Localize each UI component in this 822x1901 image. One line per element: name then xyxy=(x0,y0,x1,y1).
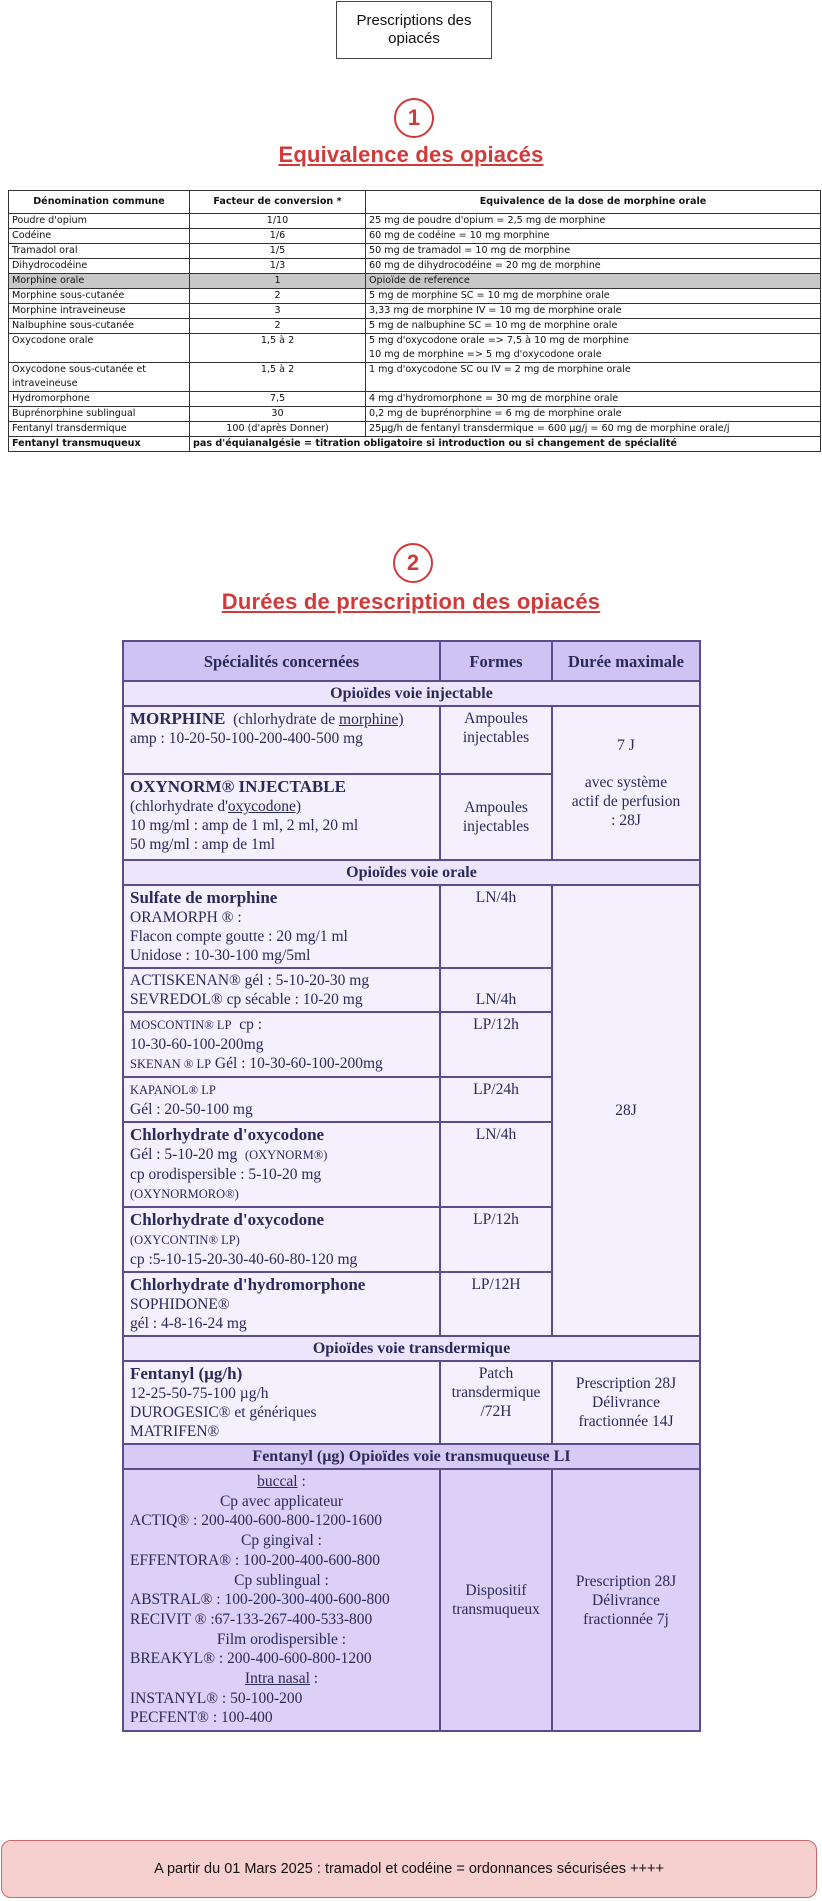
drug-name: MORPHINE xyxy=(130,709,226,728)
document-title-box xyxy=(336,1,492,59)
section-label: Opioïdes voie transdermique xyxy=(123,1336,700,1361)
document-title: Prescriptions des opiacés xyxy=(356,12,472,47)
table-row xyxy=(9,289,821,304)
row-factor: 100 (d'après Donner) xyxy=(190,422,366,437)
drug-detail: Cp gingival : xyxy=(241,1532,322,1550)
drug-detail: morphine) xyxy=(339,711,404,728)
section-label: Fentanyl (µg) Opioïdes voie transmuqueuse LI xyxy=(123,1444,700,1469)
header-factor: Facteur de conversion * xyxy=(190,191,366,214)
specialty-cell xyxy=(123,774,440,860)
section-1-number: 1 xyxy=(394,98,434,138)
duration-note: avec système actif de perfusion : 28J xyxy=(571,774,681,829)
specialty-cell xyxy=(123,1469,440,1731)
section-transdermal xyxy=(123,1336,700,1361)
drug-detail: (OXYCONTIN® LP) xyxy=(130,1233,240,1247)
drug-dosage: Flacon compte goutte : 20 mg/1 ml xyxy=(130,928,348,945)
drug-name: Chlorhydrate d'hydromorphone xyxy=(130,1275,366,1294)
row-factor: 2 xyxy=(190,289,366,304)
drug-name: MOSCONTIN® LP xyxy=(130,1018,232,1032)
drug-detail: ORAMORPH ® : xyxy=(130,909,242,926)
drug-dosage: ACTISKENAN® gél : 5-10-20-30 mg xyxy=(130,972,370,989)
section-label: Opioïdes voie injectable xyxy=(123,681,700,706)
drug-dosage: RECIVIT ® :67-133-267-400-533-800 xyxy=(130,1610,373,1628)
drug-name: OXYNORM® INJECTABLE xyxy=(130,777,346,796)
equivalence-header-row xyxy=(9,191,821,214)
drug-dosage: 50 mg/ml : amp de 1ml xyxy=(130,836,276,853)
duration-cell: Prescription 28J Délivrance fractionnée 14J xyxy=(552,1361,700,1444)
drug-dosage: 10-30-60-100-200mg xyxy=(130,1036,264,1053)
drug-dosage: PECFENT® : 100-400 xyxy=(130,1709,273,1727)
drug-detail: (chlorhydrate d' xyxy=(130,798,228,815)
section-label: Opioïdes voie orale xyxy=(123,860,700,885)
row-name: Morphine orale xyxy=(9,274,190,289)
buccal-colon: : xyxy=(297,1473,306,1490)
specialty-cell xyxy=(123,1077,440,1122)
row-name: Morphine intraveineuse xyxy=(9,304,190,319)
table-row xyxy=(9,363,821,392)
drug-name: Sulfate de morphine xyxy=(130,888,278,907)
table-row xyxy=(123,706,700,774)
drug-detail: cp : xyxy=(239,1016,263,1033)
form-cell: Dispositif transmuqueux xyxy=(440,1469,552,1731)
header-max-duration: Durée maximale xyxy=(552,641,700,681)
specialty-cell xyxy=(123,1012,440,1077)
form-cell: LN/4h xyxy=(440,1122,552,1207)
drug-detail: (OXYNORMORO®) xyxy=(130,1187,239,1201)
table-row xyxy=(9,229,821,244)
form-cell: LP/12H xyxy=(440,1272,552,1336)
row-name: Codéine xyxy=(9,229,190,244)
form-cell: LN/4h xyxy=(440,968,552,1012)
buccal-heading xyxy=(130,1472,433,1492)
header-forms: Formes xyxy=(440,641,552,681)
nasal-label: Intra nasal xyxy=(244,1670,310,1688)
specialty-cell xyxy=(123,885,440,968)
drug-detail: Cp sublingual : xyxy=(234,1571,329,1589)
equivalence-table xyxy=(8,190,821,452)
drug-detail: MATRIFEN® xyxy=(130,1423,220,1440)
header-specialties: Spécialités concernées xyxy=(123,641,440,681)
form-cell: Patch transdermique /72H xyxy=(440,1361,552,1444)
row-factor: 1,5 à 2 xyxy=(190,334,366,363)
header-denomination: Dénomination commune xyxy=(9,191,190,214)
drug-detail: oxycodone) xyxy=(227,798,302,815)
duration-table xyxy=(122,640,701,1732)
row-note: pas d'équianalgésie = titration obligatoire si introduction ou si changement de spécialité xyxy=(190,437,821,452)
footer-text: A partir du 01 Mars 2025 : tramadol et codéine = ordonnances sécurisées ++++ xyxy=(154,1861,664,1877)
row-name: Oxycodone sous-cutanée et intraveineuse xyxy=(9,363,190,392)
form-cell: Ampoules injectables xyxy=(440,706,552,774)
table-row xyxy=(9,304,821,319)
drug-detail: (OXYNORM®) xyxy=(244,1148,328,1162)
specialty-cell xyxy=(123,968,440,1012)
row-equiv: 3,33 mg de morphine IV = 10 mg de morphine orale xyxy=(366,304,821,319)
table-row xyxy=(123,885,700,968)
section-injectable xyxy=(123,681,700,706)
duration-cell xyxy=(552,706,700,860)
table-row xyxy=(9,422,821,437)
drug-detail: DUROGESIC® et génériques xyxy=(130,1404,317,1421)
row-equiv: 5 mg de morphine SC = 10 mg de morphine orale xyxy=(366,289,821,304)
specialty-cell xyxy=(123,1122,440,1207)
table-row-transmucosal xyxy=(9,437,821,452)
drug-name: Chlorhydrate d'oxycodone xyxy=(130,1125,325,1144)
row-name: Fentanyl transdermique xyxy=(9,422,190,437)
duration-value: 7 J xyxy=(617,737,635,754)
row-name: Morphine sous-cutanée xyxy=(9,289,190,304)
section-2-title: Durées de prescription des opiacés xyxy=(221,589,601,614)
row-name: Nalbuphine sous-cutanée xyxy=(9,319,190,334)
table-row xyxy=(9,244,821,259)
row-equiv: 0,2 mg de buprénorphine = 6 mg de morphine orale xyxy=(366,407,821,422)
drug-detail: (chlorhydrate de xyxy=(233,711,336,728)
drug-dosage: gél : 4-8-16-24 mg xyxy=(130,1315,247,1332)
row-equiv: 25µg/h de fentanyl transdermique = 600 µg/j = 60 mg de morphine orale/j xyxy=(366,422,821,437)
nasal-colon: : xyxy=(309,1670,319,1688)
drug-name: KAPANOL® LP xyxy=(130,1083,216,1097)
row-equiv: 50 mg de tramadol = 10 mg de morphine xyxy=(366,244,821,259)
row-equiv: Opioïde de reference xyxy=(366,274,821,289)
table-row xyxy=(9,259,821,274)
row-name: Hydromorphone xyxy=(9,392,190,407)
row-factor: 1/5 xyxy=(190,244,366,259)
buccal-label: buccal xyxy=(257,1473,298,1490)
table-row xyxy=(123,1469,700,1731)
row-factor: 3 xyxy=(190,304,366,319)
row-name: Tramadol oral xyxy=(9,244,190,259)
drug-dosage: 10 mg/ml : amp de 1 ml, 2 ml, 20 ml xyxy=(130,817,359,834)
form-cell: LP/24h xyxy=(440,1077,552,1122)
row-name: Dihydrocodéine xyxy=(9,259,190,274)
specialty-cell xyxy=(123,1207,440,1272)
duration-table-wrapper xyxy=(122,640,699,1732)
drug-dosage: cp :5-10-15-20-30-40-60-80-120 mg xyxy=(130,1251,358,1268)
row-factor: 1/10 xyxy=(190,214,366,229)
drug-dosage: BREAKYL® : 200-400-600-800-1200 xyxy=(130,1650,372,1668)
table-row xyxy=(9,407,821,422)
specialty-cell xyxy=(123,1272,440,1336)
drug-dosage: 12-25-50-75-100 µg/h xyxy=(130,1385,269,1402)
header-equivalence: Equivalence de la dose de morphine orale xyxy=(366,191,821,214)
table-row xyxy=(9,214,821,229)
row-factor: 30 xyxy=(190,407,366,422)
table-row xyxy=(123,1361,700,1444)
drug-dosage: Gél : 20-50-100 mg xyxy=(130,1101,253,1118)
nasal-heading xyxy=(130,1669,433,1689)
row-factor: 1,5 à 2 xyxy=(190,363,366,392)
drug-detail: Cp avec applicateur xyxy=(219,1492,344,1510)
row-equiv: 1 mg d'oxycodone SC ou IV = 2 mg de morphine orale xyxy=(366,363,821,392)
row-name: Fentanyl transmuqueux xyxy=(9,437,190,452)
drug-name: Fentanyl (µg/h) xyxy=(130,1364,243,1383)
drug-dosage: amp : 10-20-50-100-200-400-500 mg xyxy=(130,730,363,747)
row-name: Oxycodone orale xyxy=(9,334,190,363)
row-factor: 1/3 xyxy=(190,259,366,274)
duration-header-row xyxy=(123,641,700,681)
drug-dosage: cp orodispersible : 5-10-20 mg xyxy=(130,1166,322,1183)
row-equiv: 5 mg de nalbuphine SC = 10 mg de morphine orale xyxy=(366,319,821,334)
row-equiv-line-2: 10 mg de morphine => 5 mg d'oxycodone orale xyxy=(369,349,602,360)
duration-cell: 28J xyxy=(552,885,700,1336)
specialty-cell xyxy=(123,1361,440,1444)
drug-dosage: INSTANYL® : 50-100-200 xyxy=(130,1689,303,1707)
footer-notice xyxy=(1,1840,817,1898)
table-row-reference xyxy=(9,274,821,289)
drug-name: Chlorhydrate d'oxycodone xyxy=(130,1210,325,1229)
row-equiv xyxy=(366,334,821,363)
drug-dosage: Unidose : 10-30-100 mg/5ml xyxy=(130,947,311,964)
row-equiv-line-1: 5 mg d'oxycodone orale => 7,5 à 10 mg de morphine xyxy=(369,335,629,346)
table-row xyxy=(9,319,821,334)
drug-dosage: ACTIQ® : 200-400-600-800-1200-1600 xyxy=(130,1512,382,1530)
drug-dosage: Gél : 10-30-60-100-200mg xyxy=(214,1055,383,1072)
drug-dosage: EFFENTORA® : 100-200-400-600-800 xyxy=(130,1551,381,1569)
table-row xyxy=(9,334,821,363)
drug-name: SKENAN ® LP xyxy=(130,1057,212,1071)
section-oral xyxy=(123,860,700,885)
duration-cell: Prescription 28J Délivrance fractionnée 7j xyxy=(552,1469,700,1731)
row-equiv: 25 mg de poudre d'opium = 2,5 mg de morphine xyxy=(366,214,821,229)
form-cell: LP/12h xyxy=(440,1207,552,1272)
specialty-cell xyxy=(123,706,440,774)
drug-dosage: Gél : 5-10-20 mg xyxy=(130,1146,238,1163)
form-cell: LP/12h xyxy=(440,1012,552,1077)
drug-detail: Film orodispersible : xyxy=(216,1630,347,1648)
section-1-title: Equivalence des opiacés xyxy=(278,142,544,167)
table-row xyxy=(9,392,821,407)
drug-dosage: SEVREDOL® cp sécable : 10-20 mg xyxy=(130,991,363,1008)
row-name: Poudre d'opium xyxy=(9,214,190,229)
row-equiv: 60 mg de codéine = 10 mg morphine xyxy=(366,229,821,244)
row-factor: 1/6 xyxy=(190,229,366,244)
section-transmucosal xyxy=(123,1444,700,1469)
row-factor: 2 xyxy=(190,319,366,334)
row-factor: 1 xyxy=(190,274,366,289)
section-2-number: 2 xyxy=(393,543,433,583)
drug-detail: SOPHIDONE® xyxy=(130,1296,230,1313)
row-equiv: 60 mg de dihydrocodéine = 20 mg de morphine xyxy=(366,259,821,274)
row-equiv: 4 mg d'hydromorphone = 30 mg de morphine orale xyxy=(366,392,821,407)
drug-dosage: ABSTRAL® : 100-200-300-400-600-800 xyxy=(130,1591,390,1609)
row-name: Buprénorphine sublingual xyxy=(9,407,190,422)
form-cell: Ampoules injectables xyxy=(440,774,552,860)
row-factor: 7,5 xyxy=(190,392,366,407)
form-cell: LN/4h xyxy=(440,885,552,968)
